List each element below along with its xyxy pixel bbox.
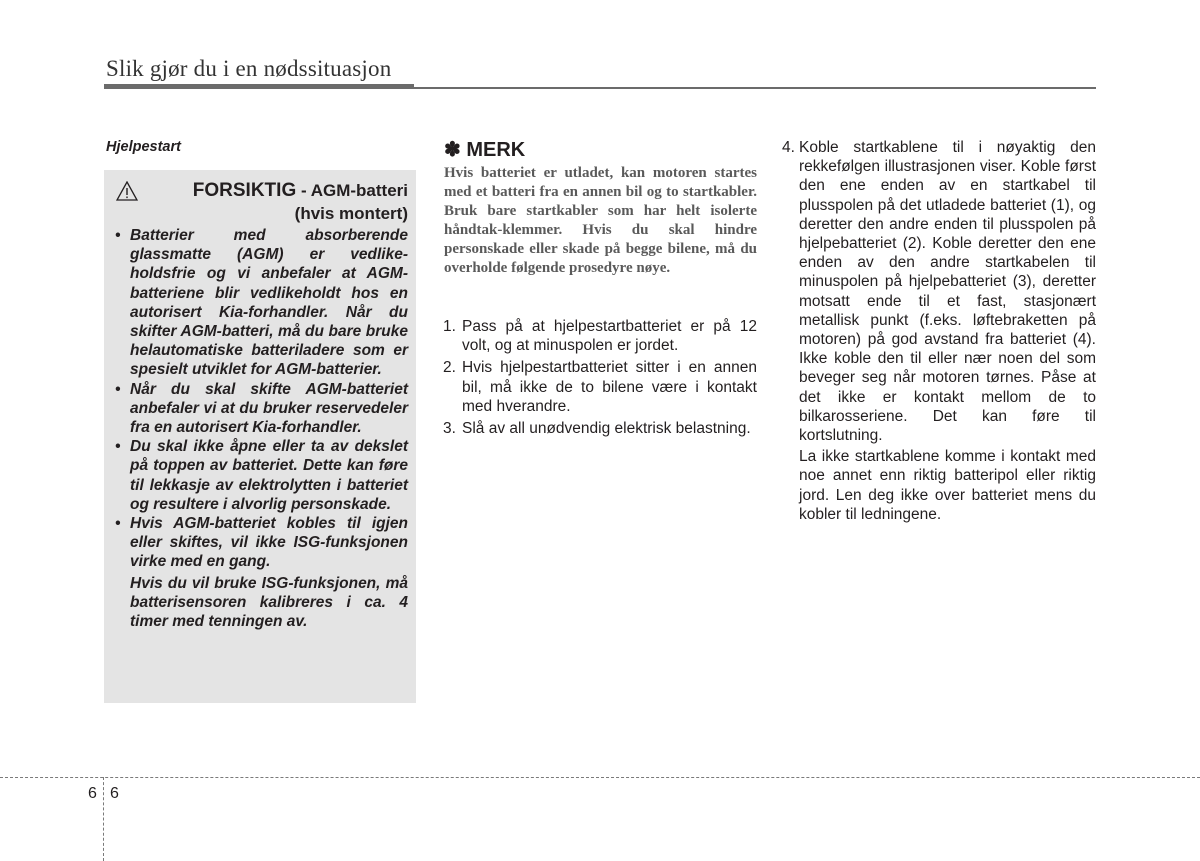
caution-item: • Hvis AGM-batteriet kobles til igjen eller skiftes, vil ikke ISG-funksjonen virke med en gang. Hvis du vil bruke ISG-funksjonen, må batterisensoren kalibreres i ca. 4 timer med tenningen av. — [113, 514, 408, 631]
caution-subject-line2: (hvis montert) — [294, 204, 408, 223]
note-title: ✽ MERK — [444, 139, 526, 161]
step-text: Koble startkablene til i nøyaktig den rekkefølgen illustrasjonen viser. Koble først den ene enden av en startkabel til plusspolen på det utladede batteriet (1), og deretter den andre enden til plusspolen på hjelpebatteriet (2). Koble deretter den ene enden av den andre startkabelen til minuspolen på hjelpebatteriet (3), deretter motsatt ende til et fast, stasjonært metallisk punkt (f.eks. løftebraketten på motoren) på god avstand fra batteriet (4). Ikke koble den til eller nær noen del som beveger seg når motoren tørnes. Påse at det ikke er kontakt mellom de to bilkarosseriene. Det kan føre til kortslutning. — [799, 139, 1096, 445]
page-number: 6 — [110, 785, 119, 802]
steps-list — [443, 317, 757, 441]
caution-item: • Du skal ikke åpne eller ta av dekslet på toppen av batteriet. Dette kan føre til lekkasje av elektrolytten i batteriet og resultere i alvorlig personskade. — [113, 437, 408, 514]
step-text-continuation: La ikke startkablene komme i kontakt med noe annet enn riktig batteripol eller riktig jord. Len deg ikke over batteriet mens du kobler til ledningene. — [799, 448, 1096, 523]
step-text: Hvis hjelpestartbatteriet sitter i en annen bil, må ikke de to bilene være i kontakt med hverandre. — [462, 359, 757, 415]
caution-item-continuation: Hvis du vil bruke ISG-funksjonen, må batterisensoren kalibreres i ca. 4 timer med tenningen av. — [130, 574, 408, 631]
page-header-title: Slik gjør du i en nødssituasjon — [106, 56, 392, 81]
chapter-number: 6 — [88, 785, 97, 802]
step-number: 3. — [443, 420, 456, 438]
step-number: 2. — [443, 359, 456, 377]
header-rule-thin — [414, 87, 1096, 89]
footer-dashed-divider — [103, 777, 104, 861]
list-item — [443, 419, 757, 438]
steps-list-continued — [782, 138, 1096, 524]
section-title: Hjelpestart — [106, 139, 181, 155]
header-rule-thick — [104, 84, 414, 89]
step-number: 1. — [443, 318, 456, 335]
caution-subject: - AGM-batteri — [296, 181, 408, 200]
caution-item: • Når du skal skifte AGM-batteriet anbefaler vi at du bruker reservedeler fra en autorisert Kia-forhandler. — [113, 380, 408, 438]
caution-list — [113, 226, 408, 631]
list-item — [443, 358, 757, 416]
list-item — [443, 317, 757, 355]
caution-item: • Batterier med absorberende glassmatte (AGM) er vedlike-holdsfrie og vi anbefaler at AGM-batteriene blir vedlikeholdt hos en autorisert Kia-forhandler. Når du skifter AGM-batteri, må du bare bruke helautomatiske batteriladere som er spesielt utviklet for AGM-batterier. — [113, 226, 408, 380]
note-text: Hvis batteriet er utladet, kan motoren startes med et batteri fra en annen bil og to startkabler. Bruk bare startkabler som har helt isolerte håndtak-klemmer. Hvis du skal hindre personskade eller skade på begge bilene, må du overholde følgende prosedyre nøye. — [444, 165, 757, 276]
list-item — [782, 138, 1096, 524]
caution-title — [116, 180, 408, 225]
step-text: Slå av all unødvendig elektrisk belastning. — [462, 420, 751, 438]
step-number: 4. — [782, 139, 795, 156]
step-text: Pass på at hjelpestartbatteriet er på 12 volt, og at minuspolen er jordet. — [462, 318, 757, 355]
caution-word: FORSIKTIG — [192, 180, 297, 201]
footer-dashed-rule — [0, 777, 1200, 778]
